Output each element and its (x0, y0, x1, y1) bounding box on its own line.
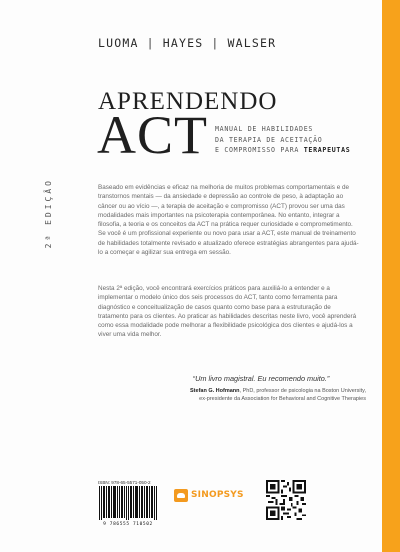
quote-attribution: Stefan G. Hofmann, PhD, professor de psicologia na Boston University, ex-presidente da Association for Behavioral and Cognitive Therapies (98, 387, 366, 403)
subtitle-line: E COMPROMISSO PARA TERAPEUTAS (215, 146, 351, 154)
title-line-1: APRENDENDO (98, 88, 278, 115)
author-name: LUOMA (98, 36, 139, 50)
publisher-name: SINOPSYS (191, 490, 244, 500)
quote-author: Stefan G. Hofmann (190, 388, 240, 394)
publisher-logo (174, 487, 244, 503)
attribution-line-2: ex-presidente da Association for Behavioral and Cognitive Therapies (199, 396, 366, 402)
isbn-label: ISBN: 978-65-5571-050-2 (98, 480, 151, 485)
barcode-number: 9 786555 710502 (103, 522, 153, 527)
qr-code-icon (266, 480, 306, 520)
author-name: WALSER (227, 36, 277, 50)
review-quote: “Um livro magistral. Eu recomendo muito.” (192, 374, 330, 383)
author-name: HAYES (162, 36, 204, 50)
description-paragraph-2: Nesta 2ª edição, você encontrará exercícios práticos para auxiliá-lo a entender e a implementar o modelo único dos seis processos do ACT, tanto como ferramenta para diagnóstico e conceitualização de casos quanto como base para a estruturação de tratamento para os clientes. Ao praticar as habilidades descritas neste livro, você aprenderá como essa modalidade pode melhorar a flexibilidade psicológica dos clientes e ajudá-los a viver uma vida melhor. (98, 285, 357, 339)
subtitle (215, 124, 375, 156)
subtitle-bold-word: TERAPEUTAS (303, 146, 351, 154)
edition-label: 2ª EDIÇÃO (44, 178, 53, 249)
title-line-2: ACT (97, 105, 208, 165)
barcode-icon (98, 486, 158, 520)
sinopsys-logo-icon (174, 489, 188, 502)
subtitle-line: DA TERAPIA DE ACEITAÇÃO (215, 135, 323, 144)
description-paragraph-1: Baseado em evidências e eficaz na melhoria de muitos problemas comportamentais e de transtornos mentais — da ansiedade e depressão ao controle de peso, à adaptação ao câncer ou ao vício —, a terapia de aceitação e compromisso (ACT) provou ser uma das modalidades mais importantes na psicoterapia contemporânea. No entanto, integrar a filosofia, a teoria e os conceitos da ACT na prática requer curiosidade e comprometimento. Se você é um profissional experiente ou novo para usar a ACT, este manual de treinamento de habilidades totalmente revisado e atualizado oferece estratégias abrangentes para ajudá-lo a começar e agilizar sua entrega em sessão. (98, 184, 359, 257)
subtitle-line: MANUAL DE HABILIDADES (215, 125, 314, 133)
orange-spine-strip (382, 0, 400, 552)
authors-line: LUOMA | HAYES | WALSER (98, 36, 277, 50)
